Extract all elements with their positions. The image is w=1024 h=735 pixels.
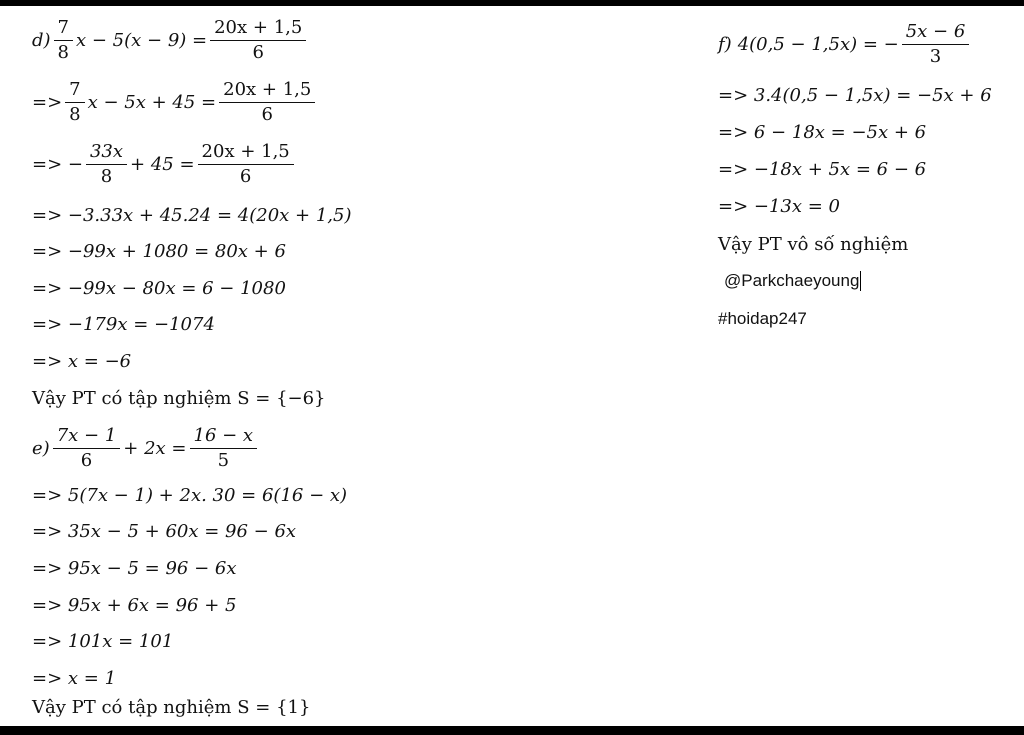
fraction: $\frac{20x + 1,5}{6}$: [198, 142, 294, 187]
page-notch-top: [614, 6, 644, 18]
eq-d-conclusion: Vậy PT có tập nghiệm S = {−6}: [32, 388, 326, 409]
eq-f-line-5: => −13x = 0: [718, 196, 841, 217]
part-label-f: f): [718, 33, 732, 55]
eq-e-line-5: => 95x + 6x = 96 + 5: [32, 595, 237, 616]
text-cursor: [860, 271, 861, 291]
fraction: $\frac{16 - x}{5}$: [190, 426, 258, 471]
page-notch-bottom: [624, 714, 654, 726]
fraction: $\frac{20x + 1,5}{6}$: [219, 80, 315, 125]
author-handle[interactable]: @Parkchaeyoung: [724, 271, 860, 290]
eq-d-line-7: => −179x = −1074: [32, 314, 215, 335]
eq-d-line-4: => −3.33x + 45.24 = 4(20x + 1,5): [32, 205, 352, 226]
eq-f-line-3: => 6 − 18x = −5x + 6: [718, 122, 927, 143]
part-label-e: e): [32, 437, 50, 459]
fraction: $\frac{33x}{8}$: [86, 142, 127, 187]
fraction: $\frac{7x - 1}{6}$: [53, 426, 121, 471]
part-label-d: d): [32, 29, 51, 51]
eq-e-conclusion: Vậy PT có tập nghiệm S = {1}: [32, 697, 311, 718]
eq-e-line-3: => 35x − 5 + 60x = 96 − 6x: [32, 521, 297, 542]
fraction: $\frac{20x + 1,5}{6}$: [210, 18, 306, 63]
eq-e-line-7: => x = 1: [32, 668, 117, 689]
eq-d-line-1: d) $\frac{7}{8}$ x − 5(x − 9) = $\frac{20x + 1,5}{6}$: [32, 18, 309, 63]
eq-f-conclusion: Vậy PT vô số nghiệm: [718, 234, 909, 255]
fraction: $\frac{7}{8}$: [54, 18, 73, 63]
eq-d-line-6: => −99x − 80x = 6 − 1080: [32, 278, 286, 299]
eq-d-line-5: => −99x + 1080 = 80x + 6: [32, 241, 286, 262]
eq-e-line-6: => 101x = 101: [32, 631, 174, 652]
eq-d-line-2: => $\frac{7}{8}$ x − 5x + 45 = $\frac{20x + 1,5}{6}$: [32, 80, 318, 125]
eq-e-line-4: => 95x − 5 = 96 − 6x: [32, 558, 237, 579]
document-page: [0, 6, 1024, 726]
eq-e-line-2: => 5(7x − 1) + 2x. 30 = 6(16 − x): [32, 485, 348, 506]
hashtag: #hoidap247: [718, 309, 807, 328]
eq-f-line-2: => 3.4(0,5 − 1,5x) = −5x + 6: [718, 85, 992, 106]
eq-f-line-4: => −18x + 5x = 6 − 6: [718, 159, 927, 180]
eq-d-line-3: => − $\frac{33x}{8}$ + 45 = $\frac{20x + 1,5}{6}$: [32, 142, 297, 187]
eq-f-line-1: f) 4(0,5 − 1,5x) = − $\frac{5x - 6}{3}$: [718, 22, 972, 67]
eq-e-line-1: e) $\frac{7x - 1}{6}$ + 2x = $\frac{16 - x}{5}$: [32, 426, 260, 471]
fraction: $\frac{7}{8}$: [65, 80, 84, 125]
eq-d-line-8: => x = −6: [32, 351, 132, 372]
fraction: $\frac{5x - 6}{3}$: [902, 22, 970, 67]
